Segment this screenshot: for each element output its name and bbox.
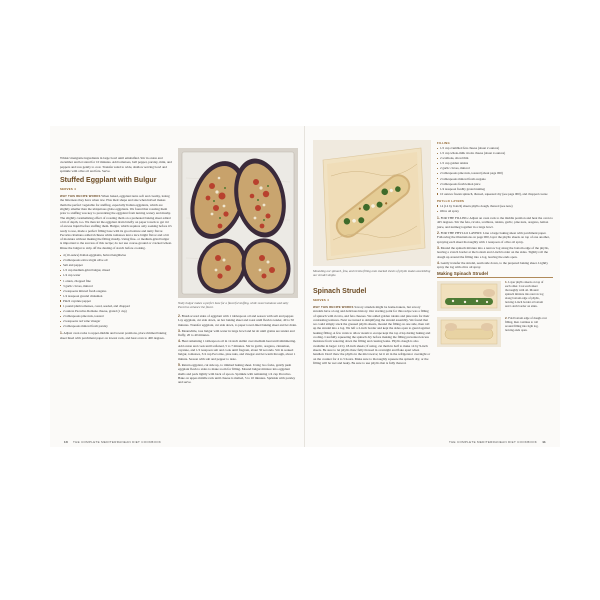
left-page bbox=[50, 126, 305, 447]
ingredient-item: 1/2 cup golden raisins bbox=[437, 161, 553, 165]
strudel-steps bbox=[437, 216, 553, 269]
intro-text: Whisk vinaigrette ingredients in large bowl until emulsified. Stir in onion and cucumber and let stand for 10 minutes. Add tomatoes, bell pepper, parsley, mint, and peppers and toss gently to coat. Transfer salad to wide, shallow serving bowl and sprinkle with olive oil and feta. Serve. bbox=[60, 156, 172, 173]
step-text: Gently transfer the strudel, seam side down, to the prepared baking sheet. Lightly spray the log with olive oil spray. bbox=[437, 260, 548, 270]
step-number: 4. bbox=[178, 339, 181, 344]
phyllo-heading: PHYLLO LAYERS bbox=[437, 198, 465, 203]
filling-heading: FILLING bbox=[437, 141, 450, 145]
recipe-step bbox=[178, 314, 298, 327]
step-number: 4. bbox=[437, 260, 440, 265]
recipe-step bbox=[437, 231, 553, 244]
step-number: 1. bbox=[437, 216, 440, 221]
phyllo-ingredient-list bbox=[437, 204, 553, 213]
step-text: Meanwhile, toss bulgur with water in large bowl and let sit until grains are tender and fluffy, 20 to 40 minutes. bbox=[178, 328, 295, 338]
right-page bbox=[305, 126, 560, 447]
recipe-step bbox=[437, 246, 553, 259]
right-folio bbox=[449, 440, 550, 444]
making-strudel-steps bbox=[437, 281, 553, 351]
step-number: 3. bbox=[437, 245, 440, 250]
making-step-1-text: 1. Layer phyllo sheets on top of each other. Coat each sheet thoroughly with oil. Mound spinach mixture into narrow log along bottom edge of phyllo, leaving 2-inch border at bottom and 1-inch border on sides. bbox=[505, 280, 544, 308]
step-number: 2. bbox=[178, 314, 181, 318]
ingredient-item: 2 tablespoons pine nuts, toasted bbox=[60, 314, 172, 318]
ingredient-item: 14 (14 by 9-inch) sheets phyllo dough, thawed (see note) bbox=[437, 204, 553, 208]
ingredient-item: 2 tablespoons pine nuts, toasted (about page 000) bbox=[437, 171, 553, 175]
filling-ingredient-list bbox=[437, 146, 553, 196]
ingredient-item: 3 garlic cloves, minced bbox=[60, 284, 172, 288]
eggplant-steps-column bbox=[178, 314, 298, 386]
step-text: Brush scored sides of eggplant with 1 tablespoon oil and season with salt and pepper. Lay eggplant, cut side down, on hot baking sheet and roast until flesh is tender, 40 to 50 minutes. Transfer eggplant, cut side down, to paper towel-lined baking sheet and let drain. bbox=[178, 314, 297, 327]
stuffed-eggplant-photo bbox=[178, 148, 298, 298]
ingredient-item: 4 (10-ounce) Italian eggplants, halved lengthwise bbox=[60, 253, 172, 257]
ingredient-item: 1 onion, chopped fine bbox=[60, 279, 172, 283]
why-text-eggplant: When baked, eggplant turns soft and creamy, losing the bitterness they have when raw. Plus their shape and size when halved makes them the perfect vegetable for stuffing, especially Italian eggplants, which are slightly smaller than the ubiquitous globe eggplants. We found that roasting them prior to stuffing was key to preventing the eggplant from turning watery and mushy. The slightly caramelizing effect of roasting them on a preheated baking sheet added a bit of depth, too. We then let the eggplant drain briefly on paper towels to get rid of excess liquid before stuffing them. Bulgur, which requires only soaking before it's ready to use, made a perfect filling base with its good texture and nutty flavor. Pecorino Romano added richness while tomatoes lent a nice bright flavor and a bit of moisture without making the filling mushy. Using fine- or medium-grind bulgur is important to the success of this recipe; do not use coarse-ground or cracked wheat. Rinse the bulgur to strip off the dusting of starch before cooking. bbox=[60, 194, 172, 250]
ingredient-item: 1/2 cup medium-grind bulgur, rinsed bbox=[60, 268, 172, 272]
ingredient-item: 2 garlic cloves, minced bbox=[437, 166, 553, 170]
spinach-strudel-photo bbox=[313, 140, 431, 266]
step-1-eggplant: 1. Adjust oven racks to upper-middle and lowest positions, place rimmed baking sheet lined with parchment paper on lowest rack, and heat oven to 400 degrees. bbox=[60, 331, 167, 340]
ingredient-item: 1/2 cup crumbled feta cheese (about 2 ounces) bbox=[437, 146, 553, 150]
recipe-title-eggplant: Stuffed Eggplant with Bulgur bbox=[60, 177, 157, 185]
left-folio-text: THE COMPLETE MEDITERRANEAN DIET COOKBOOK bbox=[73, 440, 162, 444]
making-step-1-photo bbox=[437, 281, 501, 311]
left-page-number: 10 bbox=[64, 440, 68, 444]
step-text: FOR THE FILLING: Adjust an oven rack to the middle position and heat the oven to 425 degrees. Stir the feta, ricotta, scallions, raisins, garlic, pine nuts, oregano, lemon juice, and nutmeg together in a large bowl. bbox=[437, 216, 553, 229]
left-text-column bbox=[60, 156, 172, 340]
ingredient-item: 2 teaspoons minced fresh oregano bbox=[60, 289, 172, 293]
making-step-2-photo bbox=[437, 317, 501, 347]
ingredient-item: Salt and pepper bbox=[60, 263, 172, 267]
step-text: Heat remaining 1 tablespoon oil in 12-inch skillet over medium heat until shimmering. Add onion and cook until softened, 5 to 7 minutes. Stir in garlic, oregano, cinnamon, cayenne, and 1/2 teaspoon salt and cook until fragrant, about 30 seconds. Stir in soaked bulgur, tomatoes, 3/4 cup Pecorino, pine nuts, and vinegar and let warm through, about 1 minute. Season with salt and pepper to taste. bbox=[178, 339, 296, 361]
step-number: 3. bbox=[178, 328, 181, 333]
ingredient-item: 1/2 cup whole-milk ricotta cheese (about 4 ounces) bbox=[437, 151, 553, 155]
making-step-2-text: 2. Fold bottom edge of dough over filling, then continue to roll around filling into tight log, leaving ends open. bbox=[505, 316, 548, 333]
step-number: 5. bbox=[178, 362, 181, 367]
ingredient-item: 2 scallions, sliced thin bbox=[437, 156, 553, 160]
recipe-step bbox=[437, 216, 553, 229]
why-section-eggplant bbox=[60, 194, 172, 250]
ingredient-item: Pinch cayenne pepper bbox=[60, 299, 172, 303]
serves-strudel: SERVES 4 bbox=[313, 298, 330, 302]
strudel-text-column bbox=[313, 284, 431, 368]
left-folio bbox=[60, 440, 161, 444]
making-step-1 bbox=[437, 281, 547, 313]
recipe-step bbox=[178, 363, 298, 384]
right-folio-text: THE COMPLETE MEDITERRANEAN DIET COOKBOOK bbox=[448, 440, 538, 444]
ingredient-item: 2 tablespoons extra-virgin olive oil bbox=[60, 258, 172, 262]
step-text: Mound the spinach mixture into a narrow log along the bottom edge of the phyllo, leaving a 2-inch border at the bottom and 2-inch border on the sides. Tightly roll the dough up around the filling into a log, leaving the ends open. bbox=[437, 245, 550, 259]
making-step-2 bbox=[437, 317, 547, 349]
right-page-number: 11 bbox=[542, 440, 546, 444]
recipe-step bbox=[437, 261, 553, 270]
serves-eggplant: SERVES 4 bbox=[60, 187, 77, 192]
ingredient-item: 1/4 teaspoon ground cinnamon bbox=[60, 294, 172, 298]
why-text-strudel: Savory strudels might be home-bakers, but savory strudels have a long and delicious history. Our starting point for this recipe was a filling of spinach with ricotta, and feta cheeses. We added golden raisins and pine nuts for their contrasting textures. Next we turned to simplifying the strudel assembly. We found that we could simply stack the greased phyllo sheets, mound the filling on one side, then roll up the strudel into a log. We left a 2-inch border and kept the sides open to guard against leaking filling. A few vents to allow steam to escape kept the top crisp during baking and cooling. Carefully squeezing the spinach dry before making the filling prevented excess moisture from watering down the filling and causing leaks. Phyllo dough is also available in larger 14 by 18-inch sheets; if using, cut them in half to make 14 by 9-inch sheets. Be sure to let phyllo thaw fully thawed in overnight and flake apart when handled. Don't thaw the phyllo in the microwave; let it sit in the refrigerator overnight or on the counter for 4 to 5 hours. Make sure to thoroughly squeeze the spinach dry, or the filling will be wet and leaky. Be sure to use phyllo that is fully thawed. bbox=[313, 305, 431, 365]
ingredient-item: 1/4 cup water bbox=[60, 273, 172, 277]
ingredient-item: 1/4 teaspoon freshly grated nutmeg bbox=[437, 187, 553, 191]
recipe-title-strudel: Spinach Strudel bbox=[313, 288, 367, 295]
strudel-ingredients-column bbox=[437, 138, 553, 351]
ingredient-list-eggplant bbox=[60, 253, 172, 328]
making-strudel-heading: Making Spinach Strudel bbox=[437, 271, 553, 278]
ingredient-item: 2 tablespoons minced fresh parsley bbox=[60, 324, 172, 328]
intro-paragraph bbox=[60, 156, 172, 173]
spinach-strudel-image bbox=[313, 140, 431, 266]
why-section-strudel bbox=[313, 305, 431, 365]
ingredient-item: 2 tablespoons minced fresh oregano bbox=[437, 177, 553, 181]
step-text: FOR THE PHYLLO LAYERS: Line a large baking sheet with parchment paper. Following the illustrations on page 000, layer the phyllo sheets on top of one another, spraying each sheet thoroughly with 1 teaspoon of olive oil spray. bbox=[437, 231, 550, 244]
ingredient-item: 10 ounces frozen spinach, thawed, squeezed dry (see page 000), and chopped coarse bbox=[437, 192, 553, 196]
eggplant-photo-caption: Nutty bulgur makes a perfect base for a flavorful stuffing, while sweet tomatoes and salty Pecorino enhance the flavor. bbox=[178, 301, 289, 309]
ingredient-item: 1 pound plum tomatoes, cored, seeded, and chopped bbox=[60, 304, 172, 308]
stuffed-eggplant-image bbox=[178, 148, 298, 298]
why-lead-eggplant: WHY THIS RECIPE WORKS bbox=[60, 194, 101, 199]
step-number: 2. bbox=[437, 231, 440, 236]
why-lead-strudel: WHY THIS RECIPE WORKS bbox=[313, 305, 354, 309]
ingredient-item: Olive oil spray bbox=[437, 209, 553, 213]
recipe-step bbox=[178, 329, 298, 338]
step-text: Return eggplant, cut side up, to rimmed baking sheet. Using two forks, gently push eggplant flesh to sides to make room for filling. Mound bulgur mixture into eggplant shells and pack lightly with back of spoon. Sprinkle with remaining 1/4 cup Pecorino. Bake on upper-middle rack until cheese is melted, 5 to 10 minutes. Sprinkle with parsley and serve. bbox=[178, 362, 296, 385]
strudel-photo-caption: Mounding our spinach, feta, and ricotta filling onto stacked sheets of phyllo makes assembling our strudel simple. bbox=[313, 269, 431, 277]
ingredient-item: 2 tablespoons fresh lemon juice bbox=[437, 182, 553, 186]
recipe-step bbox=[178, 339, 298, 360]
ingredient-item: 2 ounces Pecorino Romano cheese, grated (1 cup) bbox=[60, 309, 172, 313]
ingredient-item: 2 teaspoons red wine vinegar bbox=[60, 319, 172, 323]
book-spread bbox=[50, 126, 560, 447]
